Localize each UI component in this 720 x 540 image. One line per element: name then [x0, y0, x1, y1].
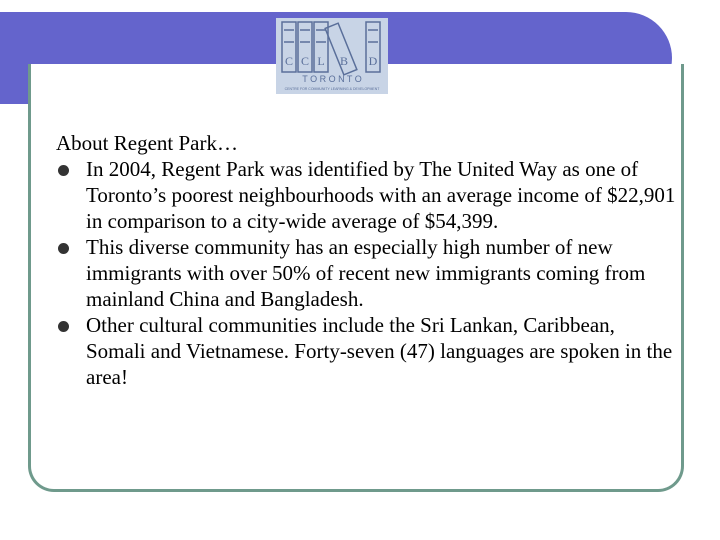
bullet-dot-icon [58, 321, 69, 332]
logo-letter-1: C [284, 54, 294, 68]
logo-city: T O R O N T O [302, 74, 362, 84]
logo-letter-5: D [368, 54, 378, 68]
bullet-text: This diverse community has an especially high number of new immigrants with over 50% of recent new immigrants coming from mainland China and Bangladesh. [86, 235, 646, 311]
bullet-item [56, 312, 676, 390]
logo-letter-2: C [300, 54, 310, 68]
logo-tagline: CENTRE FOR COMMUNITY LEARNING & DEVELOPMENT [284, 87, 380, 91]
bullet-item [56, 234, 676, 312]
bullet-text: In 2004, Regent Park was identified by The United Way as one of Toronto’s poorest neighbourhoods with an average income of $22,901 in comparison to a city-wide average of $54,399. [86, 157, 676, 233]
bullet-item [56, 156, 676, 234]
slide-title: About Regent Park… [56, 131, 238, 155]
bullet-dot-icon [58, 165, 69, 176]
bullet-dot-icon [58, 243, 69, 254]
logo-letter-3: L [317, 54, 325, 68]
logo-letter-4: B [339, 54, 349, 68]
logo-graphic [276, 18, 388, 94]
bullet-text: Other cultural communities include the Sri Lankan, Caribbean, Somali and Vietnamese. Forty-seven (47) languages are spoken in the area! [86, 313, 673, 389]
bullet-list [56, 156, 676, 390]
ccld-toronto-logo [276, 18, 388, 94]
slide-body [56, 130, 676, 390]
